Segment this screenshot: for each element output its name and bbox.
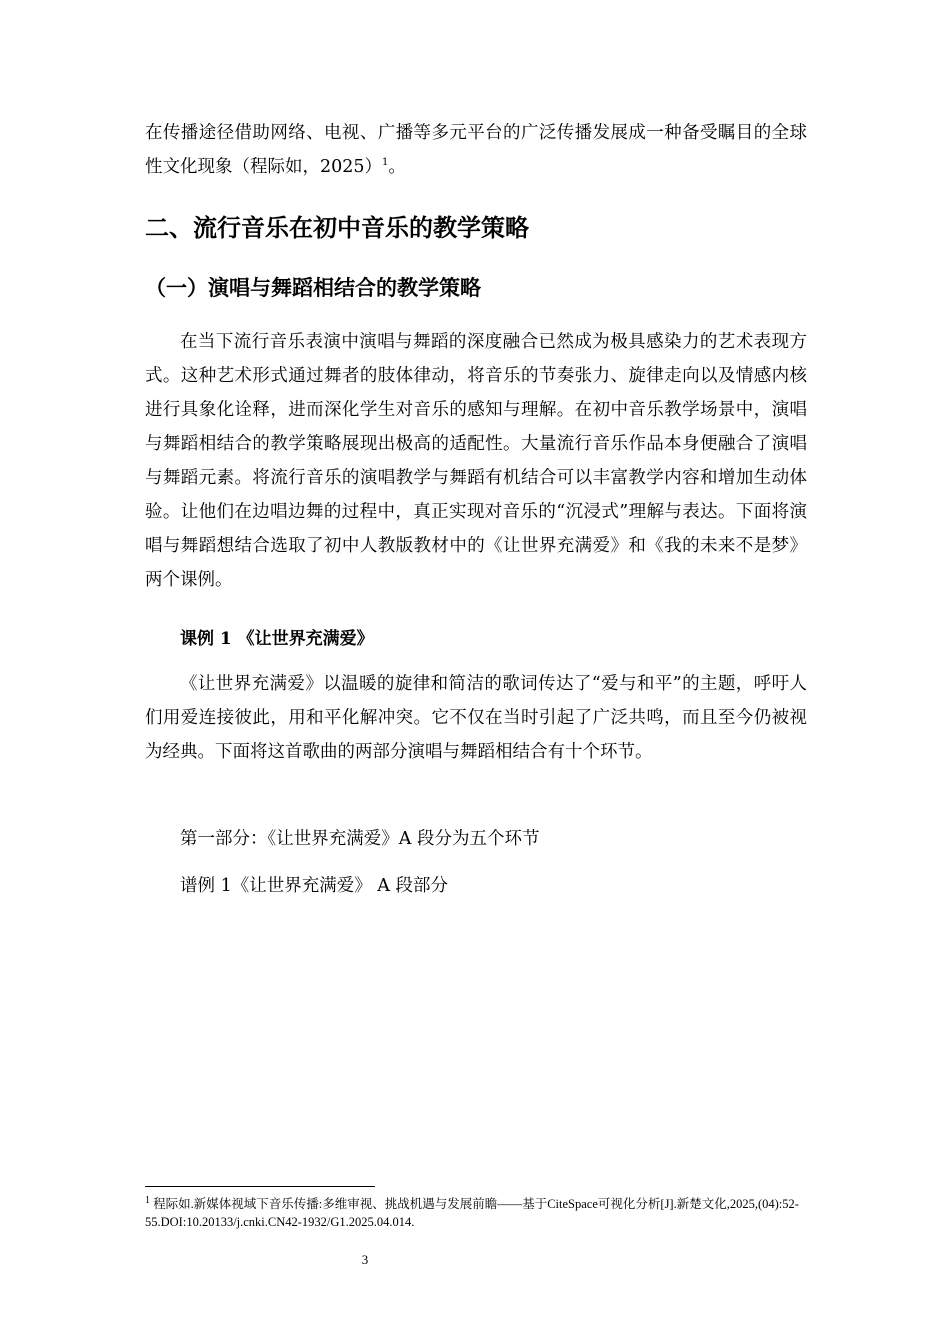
footnote-number: 1: [145, 1194, 150, 1206]
intro-paragraph: [145, 116, 807, 184]
subsection-heading: （一）演唱与舞蹈相结合的教学策略: [145, 276, 481, 300]
page-number: 3: [361, 1252, 369, 1267]
body-paragraph-2: 《让世界充满爱》以温暖的旋律和简洁的歌词传达了“爱与和平”的主题，呼吁人们用爱连接彼此，用和平化解冲突。它不仅在当时引起了广泛共鸣，而且至今仍被视为经典。下面将这首歌曲的两部分演唱与舞蹈相结合有十个环节。: [145, 674, 807, 762]
intro-text: 在传播途径借助网络、电视、广播等多元平台的广泛传播发展成一种备受瞩目的全球性文化现象（程际如，2025）: [145, 123, 807, 177]
score-caption: 谱例 1《让世界充满爱》 A 段部分: [180, 876, 448, 896]
lesson-title: 课例 1 《让世界充满爱》: [180, 629, 374, 649]
footnote-text: 程际如.新媒体视域下音乐传播:多维审视、挑战机遇与发展前瞻——基于CiteSpace可视化分析[J].新楚文化,2025,(04):52-55.DOI:10.20133/j.cnki.CN42-1932/G1.2025.04.014.: [145, 1197, 799, 1229]
intro-end: 。: [388, 157, 406, 177]
footnote: [145, 1195, 807, 1231]
section-heading: 二、流行音乐在初中音乐的教学策略: [145, 214, 529, 242]
footnote-reference[interactable]: 1: [382, 157, 389, 169]
part-label: 第一部分：《让世界充满爱》A 段分为五个环节: [180, 829, 540, 849]
footnote-divider: [145, 1186, 375, 1187]
body-paragraph-1: 在当下流行音乐表演中演唱与舞蹈的深度融合已然成为极具感染力的艺术表现方式。这种艺术形式通过舞者的肢体律动，将音乐的节奏张力、旋律走向以及情感内核进行具象化诠释，进而深化学生对音乐的感知与理解。在初中音乐教学场景中，演唱与舞蹈相结合的教学策略展现出极高的适配性。大量流行音乐作品本身便融合了演唱与舞蹈元素。将流行音乐的演唱教学与舞蹈有机结合可以丰富教学内容和增加生动体验。让他们在边唱边舞的过程中，真正实现对音乐的“沉浸式”理解与表达。下面将演唱与舞蹈想结合选取了初中人教版教材中的《让世界充满爱》和《我的未来不是梦》两个课例。: [145, 332, 807, 590]
